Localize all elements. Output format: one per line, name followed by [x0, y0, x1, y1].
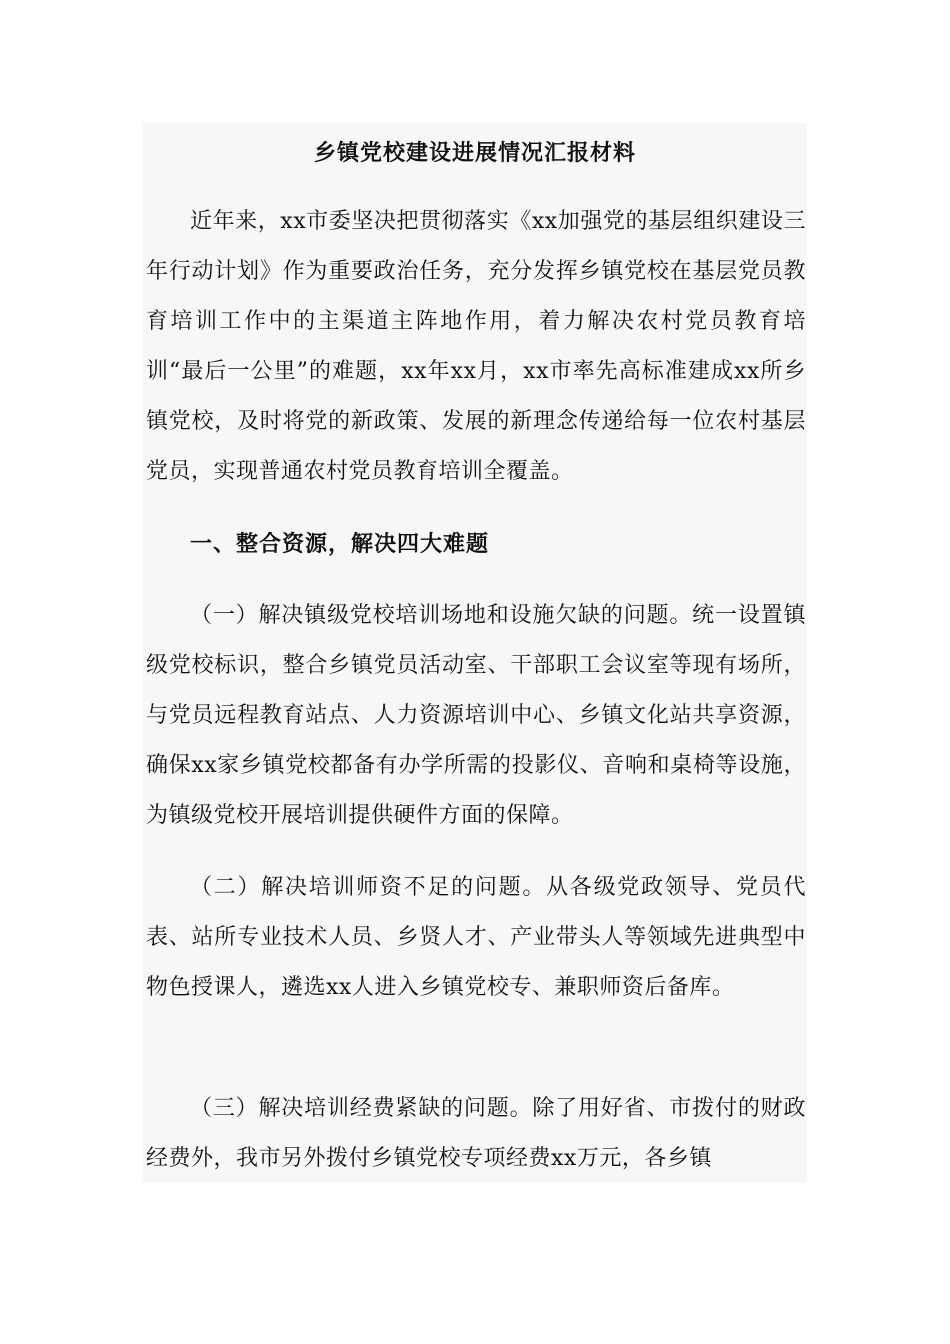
item-paragraph-1: （一）解决镇级党校培训场地和设施欠缺的问题。统一设置镇级党校标识，整合乡镇党员活动室、干部职工会议室等现有场所，与党员远程教育站点、人力资源培训中心、乡镇文化站共享资源，确保xx家乡镇党校都备有办学所需的投影仪、音响和桌椅等设施，为镇级党校开展培训提供硬件方面的保障。 [146, 603, 806, 828]
document-title: 乡镇党校建设进展情况汇报材料 [313, 140, 636, 166]
item-paragraph-3: （三）解决培训经费紧缺的问题。除了用好省、市拨付的财政经费外，我市另外拨付乡镇党校专项经费xx万元，各乡镇 [146, 1096, 806, 1171]
section-heading: 一、整合资源，解决四大难题 [190, 531, 490, 557]
item-paragraph-2: （二）解决培训师资不足的问题。从各级党政领导、党员代表、站所专业技术人员、乡贤人才、产业带头人等领域先进典型中物色授课人，遴选xx人进入乡镇党校专、兼职师资后备库。 [146, 875, 806, 1000]
intro-paragraph: 近年来，xx市委坚决把贯彻落实《xx加强党的基层组织建设三年行动计划》作为重要政治任务，充分发挥乡镇党校在基层党员教育培训工作中的主渠道主阵地作用，着力解决农村党员教育培训“最后一公里”的难题，xx年xx月，xx市率先高标准建成xx所乡镇党校，及时将党的新政策、发展的新理念传递给每一位农村基层党员，实现普通农村党员教育培训全覆盖。 [146, 209, 806, 484]
